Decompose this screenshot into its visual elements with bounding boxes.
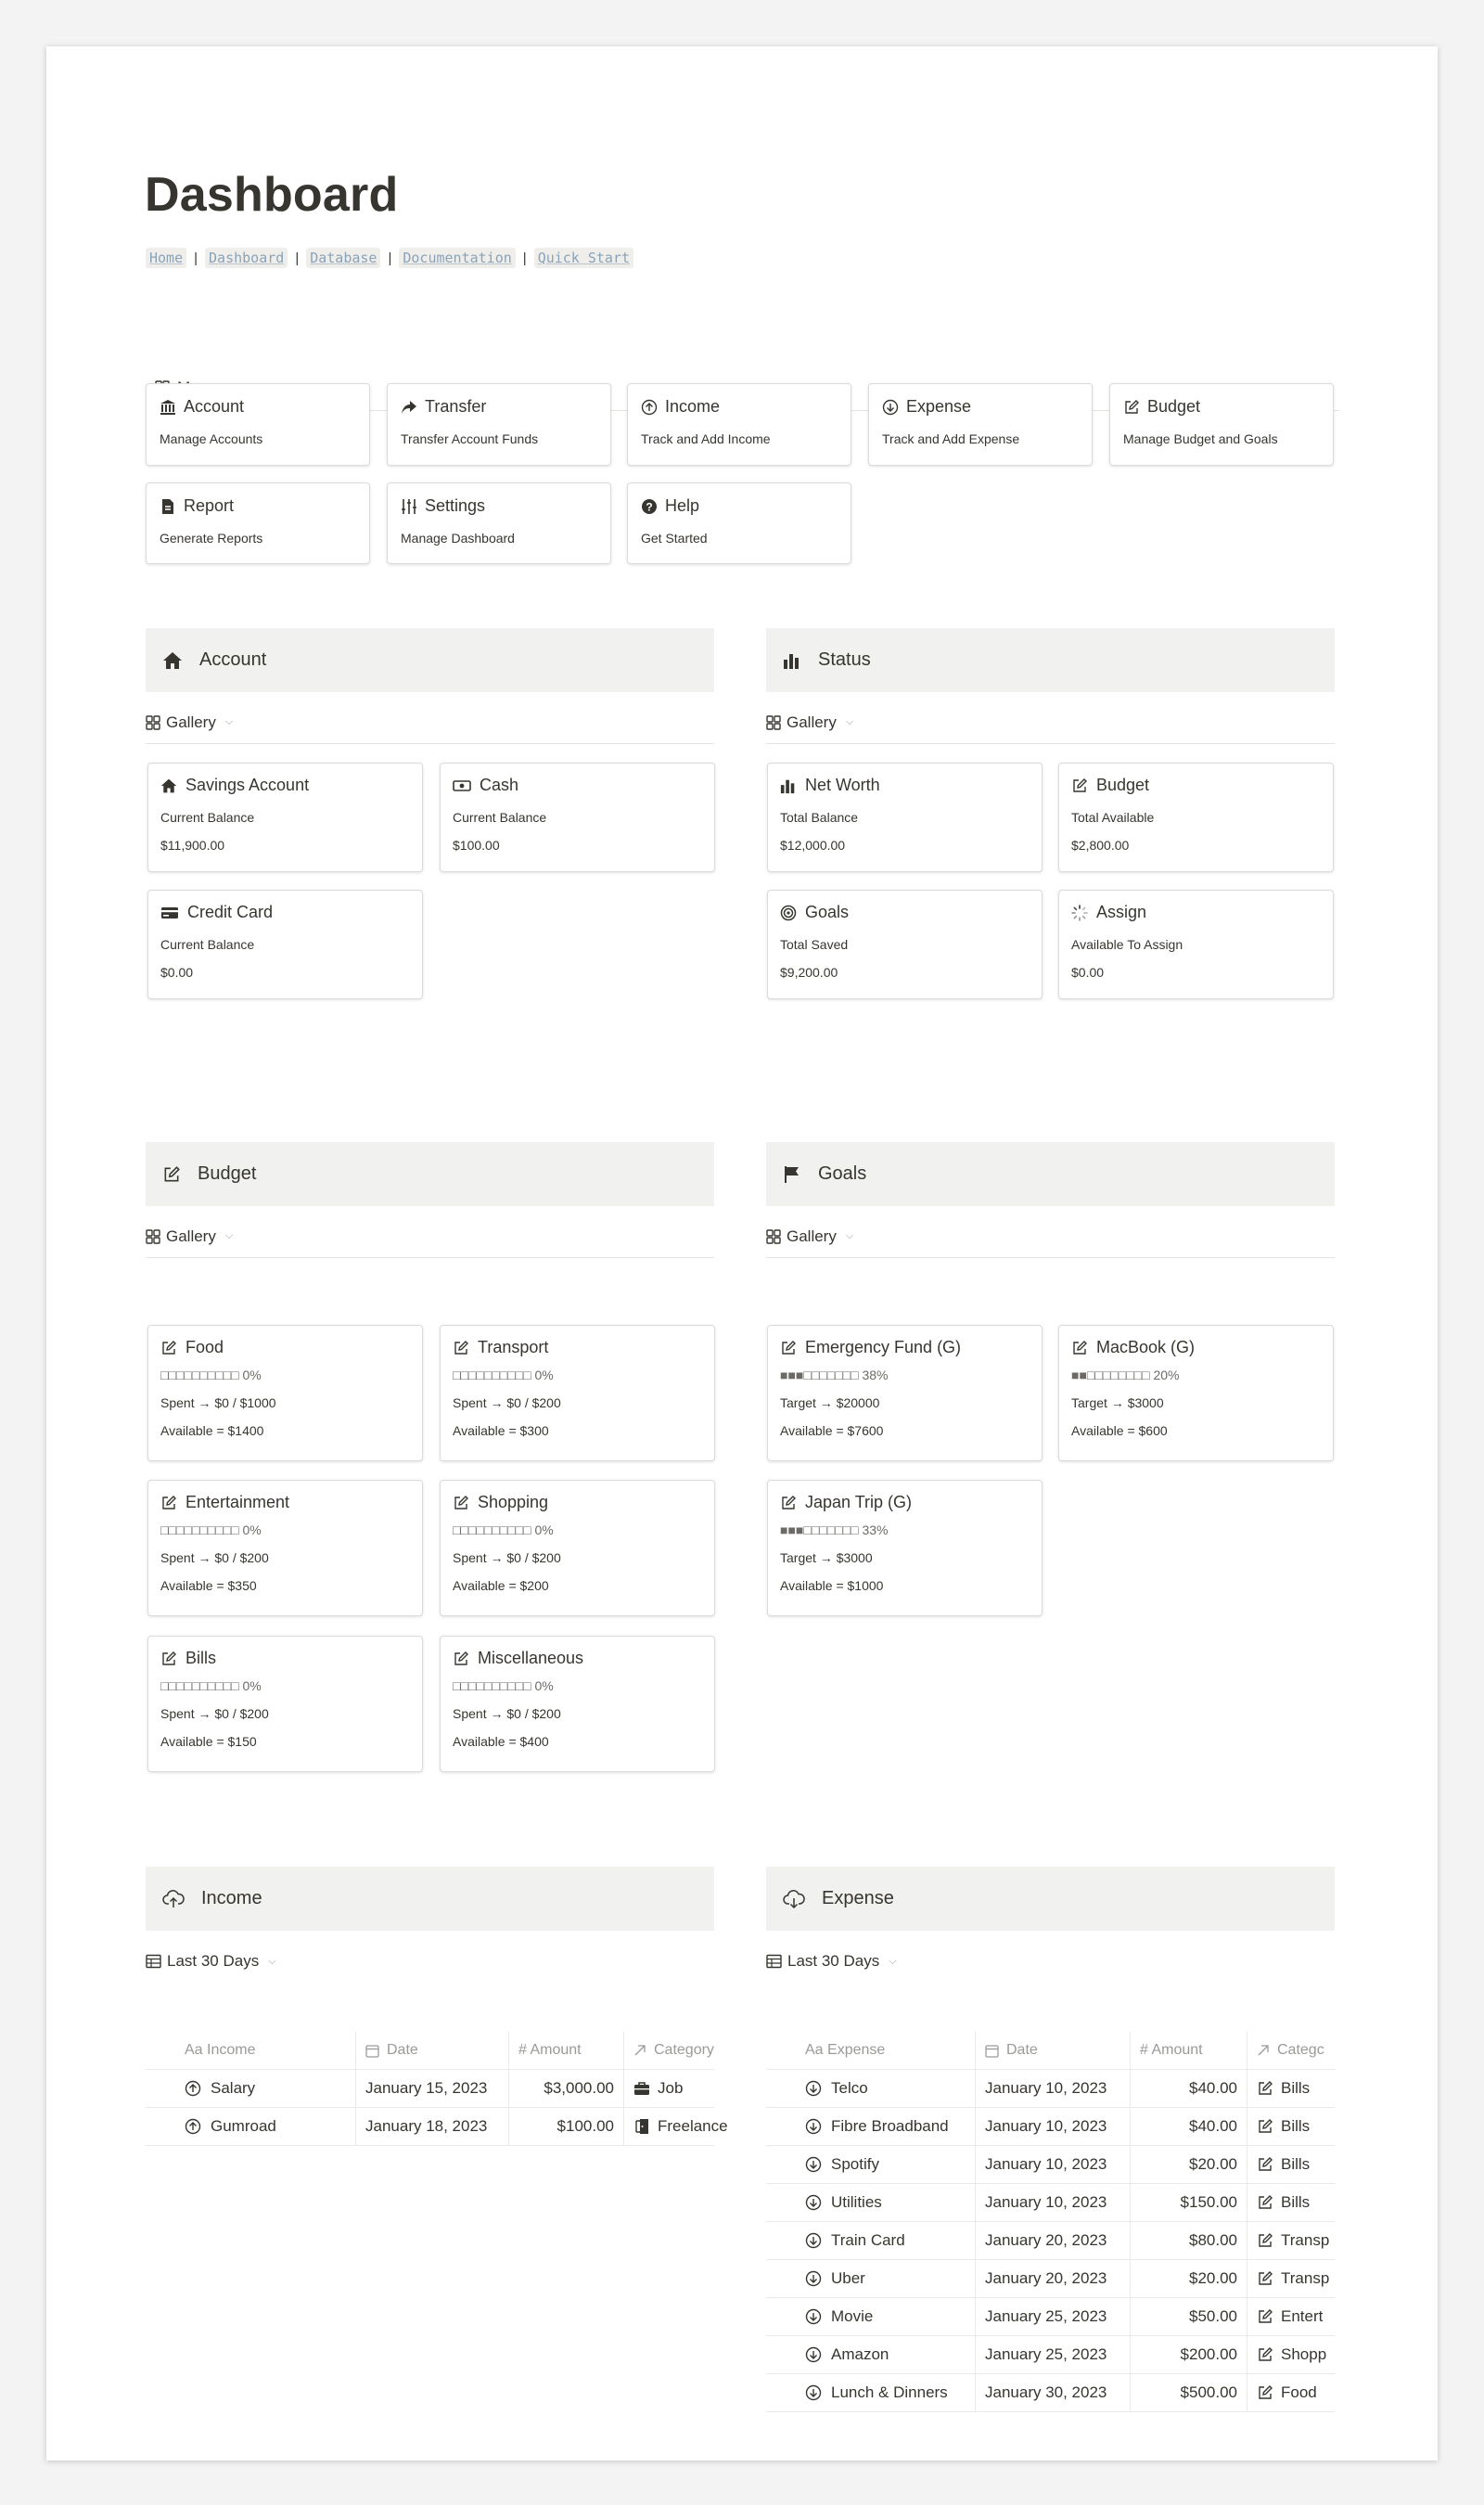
bar-chart-icon [783,651,801,670]
cell-date[interactable]: January 20, 2023 [976,2222,1131,2260]
goals-section-header [766,1142,1335,1206]
card-label: Total Balance [780,810,859,825]
available-text: Available = $200 [453,1578,549,1593]
available-text: Available = $600 [1071,1423,1168,1438]
cell-category[interactable]: Bills [1247,2108,1335,2146]
menu-card-desc: Generate Reports [160,531,263,546]
progress-bar-text: □□□□□□□□□□ 0% [453,1368,554,1382]
menu-card-desc: Transfer Account Funds [401,431,539,446]
cell-date[interactable]: January 25, 2023 [976,2298,1131,2336]
goal-card[interactable] [767,1480,1043,1616]
progress-bar-text: □□□□□□□□□□ 0% [160,1522,262,1537]
nav-link-database[interactable]: Database [306,248,380,268]
share-arrow-icon [401,399,417,416]
status-card-budget[interactable] [1058,763,1334,872]
menu-card-title: Report [184,496,235,515]
edit-icon [1071,777,1088,794]
income-view-selector[interactable] [146,1940,714,1983]
table-row[interactable] [766,2298,1335,2336]
edit-icon [160,1651,177,1667]
cell-amount[interactable]: $80.00 [1131,2222,1247,2260]
table-header [146,2032,714,2070]
cell-name[interactable]: Spotify [766,2146,976,2184]
section-title: Status [818,649,871,670]
menu-card-settings[interactable] [387,482,611,564]
page-title: Dashboard [145,168,399,222]
income-section-header [146,1867,714,1931]
budget-card-shopping[interactable] [440,1480,715,1616]
spinner-icon [1071,905,1088,921]
nav-separator: | [295,250,300,266]
cell-amount[interactable]: $50.00 [1131,2298,1247,2336]
menu-card-title: Help [665,496,700,515]
gallery-icon [146,1229,160,1244]
calendar-icon [985,2044,999,2058]
nav-link-quick-start[interactable]: Quick Start [534,248,633,268]
view-label: Gallery [166,1227,216,1245]
cell-name[interactable]: Telco [766,2070,976,2108]
arrow-down-circle-icon [805,2194,822,2211]
menu-card-transfer[interactable] [387,383,611,466]
budget-card-food[interactable] [147,1325,423,1461]
cell-amount[interactable]: $500.00 [1131,2374,1247,2412]
status-card-net-worth[interactable] [767,763,1043,872]
edit-icon [160,1495,177,1511]
cell-name[interactable]: Amazon [766,2336,976,2374]
account-section-header [146,628,714,692]
flag-icon [783,1165,801,1184]
table-row[interactable] [766,2108,1335,2146]
card-title: Goals [805,903,850,921]
view-label: Last 30 Days [787,1952,880,1970]
budget-section-header [146,1142,714,1206]
card-value: $2,800.00 [1071,838,1130,853]
table-icon [766,1954,782,1969]
card-title: Credit Card [187,903,274,921]
card-label: Current Balance [160,810,255,825]
card-title: Savings Account [186,776,310,794]
svg-text:?: ? [646,500,653,513]
column-header-name[interactable]: Aa Expense [766,2032,976,2070]
cloud-upload-icon [162,1889,185,1909]
status-view-selector[interactable] [766,701,1335,744]
available-text: Available = $350 [160,1578,257,1593]
arrow-down-circle-icon [805,2080,822,2097]
arrow-up-circle-icon [185,2080,201,2097]
progress-bar-text: □□□□□□□□□□ 0% [160,1678,262,1693]
menu-card-desc: Track and Add Expense [882,431,1020,446]
card-title: Shopping [478,1493,549,1511]
progress-bar-text: ■■■□□□□□□□ 33% [780,1522,889,1537]
card-title: Cash [480,776,519,794]
card-value: $12,000.00 [780,838,846,853]
arrow-up-circle-icon [641,399,658,416]
dashboard-page [46,46,1438,2460]
card-title: Transport [478,1338,549,1356]
card-value: $9,200.00 [780,965,838,980]
arrow-down-circle-icon [805,2156,822,2173]
menu-card-desc: Manage Accounts [160,431,263,446]
nav-link-documentation[interactable]: Documentation [399,248,515,268]
door-icon [633,2118,650,2135]
cell-date[interactable]: January 10, 2023 [976,2108,1131,2146]
edit-icon [453,1495,469,1511]
available-text: Available = $150 [160,1734,257,1749]
status-card-assign[interactable] [1058,890,1334,999]
card-label: Total Saved [780,937,849,952]
edit-icon [1071,1340,1088,1356]
budget-card-transport[interactable] [440,1325,715,1461]
chevron-down-icon: ⌵ [224,1230,234,1241]
card-label: Total Available [1071,810,1155,825]
nav-link-dashboard[interactable]: Dashboard [205,248,288,268]
card-title: Net Worth [805,776,880,794]
available-text: Available = $1400 [160,1423,264,1438]
cell-amount[interactable]: $3,000.00 [509,2070,624,2108]
edit-icon [1257,2232,1273,2249]
cell-category[interactable]: Freelance [624,2108,714,2146]
cell-amount[interactable]: $150.00 [1131,2184,1247,2222]
arrow-down-circle-icon [805,2308,822,2325]
table-row[interactable] [766,2146,1335,2184]
cell-category[interactable]: Shopp [1247,2336,1335,2374]
goal-card[interactable] [1058,1325,1334,1461]
edit-icon [1257,2156,1273,2173]
section-title: Expense [822,1888,894,1908]
target-text: Target → $3000 [780,1550,873,1565]
cell-category[interactable]: Bills [1247,2184,1335,2222]
section-title: Budget [198,1163,257,1184]
account-view-selector[interactable] [146,701,714,744]
cell-date[interactable]: January 10, 2023 [976,2070,1131,2108]
available-text: Available = $7600 [780,1423,884,1438]
bank-icon [160,399,176,416]
available-text: Available = $1000 [780,1578,884,1593]
column-header-category[interactable]: Categc [1247,2032,1335,2070]
menu-card-title: Income [665,397,721,416]
edit-icon [1257,2346,1273,2363]
spent-text: Spent → $0 / $200 [160,1706,269,1721]
chevron-down-icon: ⌵ [845,1230,854,1241]
relation-arrow-icon [633,2044,646,2057]
card-label: Current Balance [453,810,547,825]
cell-category[interactable]: Transp [1247,2222,1335,2260]
menu-card-desc: Manage Dashboard [401,531,515,546]
table-row[interactable] [766,2336,1335,2374]
nav-link-home[interactable]: Home [146,248,186,268]
menu-card-desc: Manage Budget and Goals [1123,431,1278,446]
cell-name[interactable]: Fibre Broadband [766,2108,976,2146]
cell-name[interactable]: Lunch & Dinners [766,2374,976,2412]
menu-card-title: Transfer [425,397,487,416]
arrow-down-circle-icon [805,2232,822,2249]
sliders-icon [401,498,417,515]
chevron-down-icon: ⌵ [845,716,854,727]
edit-icon [780,1495,797,1511]
table-header [766,2032,1335,2070]
nav-separator: | [194,250,198,266]
card-title: Budget [1096,776,1150,794]
card-value: $0.00 [1071,965,1105,980]
arrow-down-circle-icon [805,2118,822,2135]
briefcase-icon [633,2080,650,2097]
edit-icon [780,1340,797,1356]
cell-date[interactable]: January 30, 2023 [976,2374,1131,2412]
chevron-down-icon: ⌵ [224,716,234,727]
goal-card[interactable] [767,1325,1043,1461]
cell-name[interactable]: Utilities [766,2184,976,2222]
budget-card-entertainment[interactable] [147,1480,423,1616]
spent-text: Spent → $0 / $1000 [160,1395,276,1410]
menu-card-help[interactable] [627,482,851,564]
home-icon [162,650,183,671]
edit-icon [1257,2270,1273,2287]
cell-name[interactable]: Salary [146,2070,356,2108]
menu-card-title: Account [184,397,245,416]
edit-icon [1257,2080,1273,2097]
cell-category[interactable]: Transp [1247,2260,1335,2298]
progress-bar-text: ■■□□□□□□□□ 20% [1071,1368,1180,1382]
edit-icon [1257,2118,1273,2135]
cell-name[interactable]: Uber [766,2260,976,2298]
calendar-icon [365,2044,379,2058]
cell-category[interactable]: Bills [1247,2070,1335,2108]
gallery-icon [766,1229,781,1244]
cell-category[interactable]: Job [624,2070,714,2108]
arrow-up-circle-icon [185,2118,201,2135]
home-icon [160,777,177,794]
view-label: Gallery [787,713,837,731]
cell-category[interactable]: Food [1247,2374,1335,2412]
card-title: Japan Trip (G) [805,1493,913,1511]
section-title: Income [201,1888,262,1908]
progress-bar-text: □□□□□□□□□□ 0% [453,1522,554,1537]
nav-separator: | [388,250,392,266]
table-row[interactable] [766,2260,1335,2298]
chevron-down-icon: ⌵ [889,1955,897,1967]
status-card-goals[interactable] [767,890,1043,999]
menu-card-title: Budget [1147,397,1201,416]
column-header-date[interactable]: Date [976,2032,1131,2070]
column-header-amount[interactable]: # Amount [1131,2032,1247,2070]
target-text: Target → $20000 [780,1395,880,1410]
cell-date[interactable]: January 20, 2023 [976,2260,1131,2298]
target-icon [780,905,797,921]
cell-name[interactable]: Gumroad [146,2108,356,2146]
account-card-credit-card[interactable] [147,890,423,999]
bar-chart-icon [780,777,797,794]
gallery-icon [146,715,160,730]
spent-text: Spent → $0 / $200 [160,1550,269,1565]
credit-card-icon [160,905,179,921]
menu-card-report[interactable] [146,482,370,564]
expense-table [766,2032,1335,2413]
spent-text: Spent → $0 / $200 [453,1395,561,1410]
edit-icon [1257,2384,1273,2401]
cell-amount[interactable]: $40.00 [1131,2108,1247,2146]
relation-arrow-icon [1257,2044,1270,2057]
edit-icon [160,1340,177,1356]
arrow-down-circle-icon [805,2270,822,2287]
edit-icon [1257,2308,1273,2325]
cell-date[interactable]: January 10, 2023 [976,2184,1131,2222]
table-row[interactable] [766,2222,1335,2260]
budget-card-bills[interactable] [147,1636,423,1772]
cash-icon [453,777,471,794]
card-value: $100.00 [453,838,500,853]
card-title: MacBook (G) [1096,1338,1196,1356]
card-title: Miscellaneous [478,1649,584,1667]
menu-card-budget[interactable] [1109,383,1334,466]
card-title: Entertainment [186,1493,290,1511]
card-label: Available To Assign [1071,937,1183,952]
cell-date[interactable]: January 15, 2023 [356,2070,509,2108]
arrow-down-circle-icon [882,399,899,416]
card-label: Current Balance [160,937,255,952]
menu-card-title: Expense [906,397,972,416]
table-icon [146,1954,161,1969]
card-title: Bills [186,1649,217,1667]
cell-category[interactable]: Entert [1247,2298,1335,2336]
card-title: Assign [1096,903,1147,921]
edit-icon [1123,399,1140,416]
edit-icon [162,1165,181,1184]
account-card-savings[interactable] [147,763,423,872]
edit-icon [453,1651,469,1667]
view-label: Last 30 Days [167,1952,260,1970]
cell-amount[interactable]: $40.00 [1131,2070,1247,2108]
edit-icon [1257,2194,1273,2211]
arrow-down-circle-icon [805,2384,822,2401]
income-table [146,2032,728,2147]
cell-date[interactable]: January 25, 2023 [976,2336,1131,2374]
menu-card-desc: Track and Add Income [641,431,771,446]
menu-card-title: Settings [425,496,486,515]
table-row[interactable] [766,2184,1335,2222]
cell-name[interactable]: Train Card [766,2222,976,2260]
cell-name[interactable]: Movie [766,2298,976,2336]
card-title: Food [186,1338,224,1356]
spent-text: Spent → $0 / $200 [453,1550,561,1565]
table-row[interactable] [766,2374,1335,2412]
edit-icon [453,1340,469,1356]
table-row[interactable] [766,2070,1335,2108]
cell-category[interactable]: Bills [1247,2146,1335,2184]
document-icon [160,498,176,515]
progress-bar-text: □□□□□□□□□□ 0% [453,1678,554,1693]
column-header-date[interactable]: Date [356,2032,509,2070]
breadcrumb-nav [146,248,633,268]
table-row[interactable] [146,2070,714,2108]
cell-amount[interactable]: $20.00 [1131,2146,1247,2184]
chevron-down-icon: ⌵ [268,1955,276,1967]
card-title: Emergency Fund (G) [805,1338,962,1356]
column-header-name[interactable]: Aa Income [146,2032,356,2070]
cell-date[interactable]: January 18, 2023 [356,2108,509,2146]
menu-card-expense[interactable] [868,383,1093,466]
expense-section-header [766,1867,1335,1931]
available-text: Available = $400 [453,1734,549,1749]
section-title: Goals [818,1163,867,1184]
menu-card-income[interactable] [627,383,851,466]
table-row[interactable] [146,2108,728,2146]
account-card-cash[interactable] [440,763,715,872]
arrow-down-circle-icon [805,2346,822,2363]
card-value: $11,900.00 [160,838,225,853]
spent-text: Spent → $0 / $200 [453,1706,561,1721]
budget-view-selector[interactable] [146,1215,714,1258]
help-icon [641,498,658,515]
view-label: Gallery [166,713,216,731]
column-header-amount[interactable]: # Amount [509,2032,624,2070]
cell-amount[interactable]: $20.00 [1131,2260,1247,2298]
goals-view-selector[interactable] [766,1215,1335,1258]
gallery-icon [766,715,781,730]
view-label: Gallery [787,1227,837,1245]
cell-date[interactable]: January 10, 2023 [976,2146,1131,2184]
cloud-download-icon [783,1889,805,1909]
target-text: Target → $3000 [1071,1395,1164,1410]
available-text: Available = $300 [453,1423,549,1438]
cell-amount[interactable]: $100.00 [509,2108,624,2146]
card-value: $0.00 [160,965,194,980]
section-title: Account [199,649,267,670]
column-header-category[interactable]: Category [624,2032,714,2070]
menu-card-desc: Get Started [641,531,708,546]
expense-view-selector[interactable] [766,1940,1335,1983]
progress-bar-text: ■■■□□□□□□□ 38% [780,1368,889,1382]
menu-card-account[interactable] [146,383,370,466]
status-section-header [766,628,1335,692]
progress-bar-text: □□□□□□□□□□ 0% [160,1368,262,1382]
cell-amount[interactable]: $200.00 [1131,2336,1247,2374]
nav-separator: | [522,250,527,266]
budget-card-miscellaneous[interactable] [440,1636,715,1772]
